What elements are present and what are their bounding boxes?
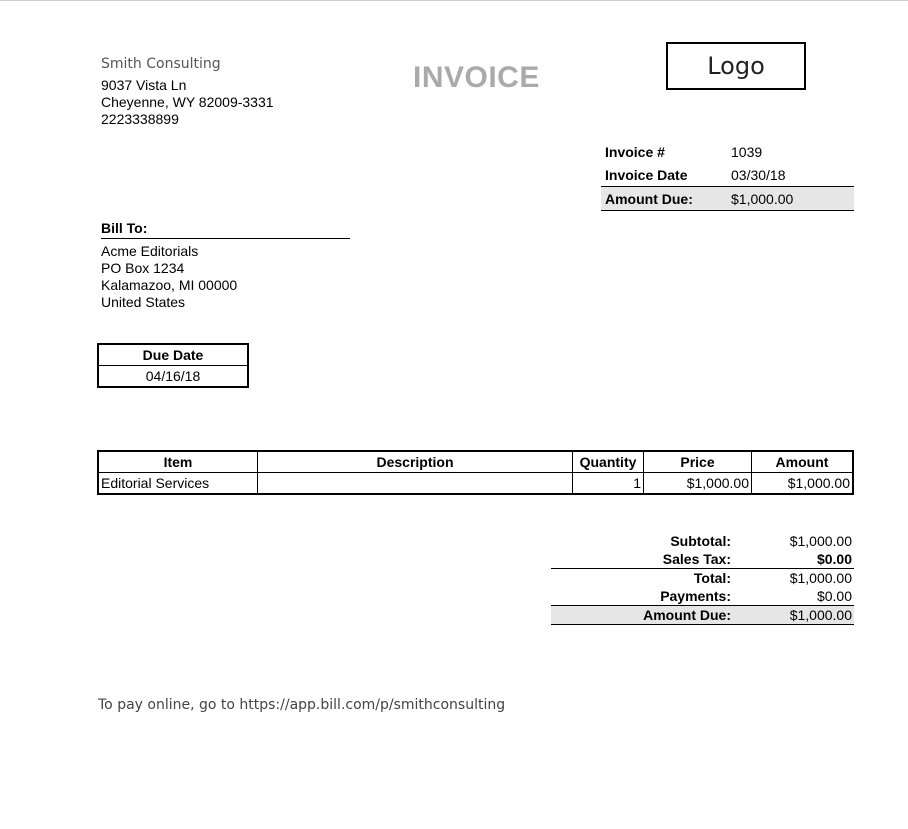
invoice-date-label: Invoice Date (605, 166, 688, 183)
payments-row (551, 587, 854, 606)
pay-online-note: To pay online, go to https://app.bill.com/p/smithconsulting (98, 697, 506, 713)
due-date-label: Due Date (98, 344, 248, 366)
logo (666, 42, 806, 90)
bill-to-line4: United States (101, 294, 186, 310)
col-price-header: Price (644, 451, 752, 473)
bill-to-heading: Bill To: (101, 220, 350, 239)
subtotal-value: $1,000.00 (789, 533, 852, 549)
invoice-number-value: 1039 (731, 143, 763, 160)
amount-due-value: $1,000.00 (727, 187, 854, 211)
invoice-number-label: Invoice # (605, 143, 665, 160)
quantity-cell: 1 (573, 473, 644, 495)
sales-tax-value: $0.00 (753, 550, 854, 569)
bill-to-line1: Acme Editorials (101, 243, 199, 259)
due-date-box (97, 343, 249, 388)
subtotal-row (551, 532, 854, 550)
invoice-number-row (601, 140, 854, 163)
due-date-value: 04/16/18 (145, 368, 201, 384)
company-address-line2: Cheyenne, WY 82009-3331 (101, 94, 274, 110)
col-amount-header: Amount (752, 451, 854, 473)
invoice-meta-table (601, 140, 854, 211)
items-table (97, 450, 854, 495)
amount-due-row (601, 187, 854, 211)
bill-to-line3: Kalamazoo, MI 00000 (101, 277, 238, 293)
bill-to-address (101, 243, 237, 311)
subtotal-label: Subtotal: (670, 533, 731, 549)
company-name: Smith Consulting (101, 56, 221, 72)
table-row (98, 473, 853, 495)
total-label: Total: (693, 570, 731, 586)
bill-to-line2: PO Box 1234 (101, 260, 185, 276)
col-item-header: Item (98, 451, 258, 473)
payments-label: Payments: (551, 587, 753, 606)
amount-due-label: Amount Due: (601, 187, 727, 211)
description-cell (258, 473, 573, 495)
company-phone: 2223338899 (101, 111, 179, 127)
sales-tax-label: Sales Tax: (551, 550, 753, 569)
totals-amount-due-row (551, 606, 854, 625)
col-description-header: Description (258, 451, 573, 473)
totals-table (551, 532, 854, 625)
amount-cell: $1,000.00 (752, 473, 854, 495)
invoice-title: INVOICE (413, 61, 540, 94)
col-quantity-header: Quantity (573, 451, 644, 473)
totals-amount-due-label: Amount Due: (551, 606, 753, 625)
company-address-line1: 9037 Vista Ln (101, 77, 187, 93)
item-cell: Editorial Services (98, 473, 258, 495)
payments-value: $0.00 (753, 587, 854, 606)
logo-text: Logo (707, 52, 765, 80)
price-cell: $1,000.00 (644, 473, 752, 495)
totals-amount-due-value: $1,000.00 (753, 606, 854, 625)
invoice-date-row (601, 163, 854, 187)
items-header-row (98, 451, 853, 473)
sales-tax-row (551, 550, 854, 569)
invoice-date-value: 03/30/18 (731, 166, 786, 183)
total-value: $1,000.00 (789, 570, 852, 586)
total-row (551, 569, 854, 588)
